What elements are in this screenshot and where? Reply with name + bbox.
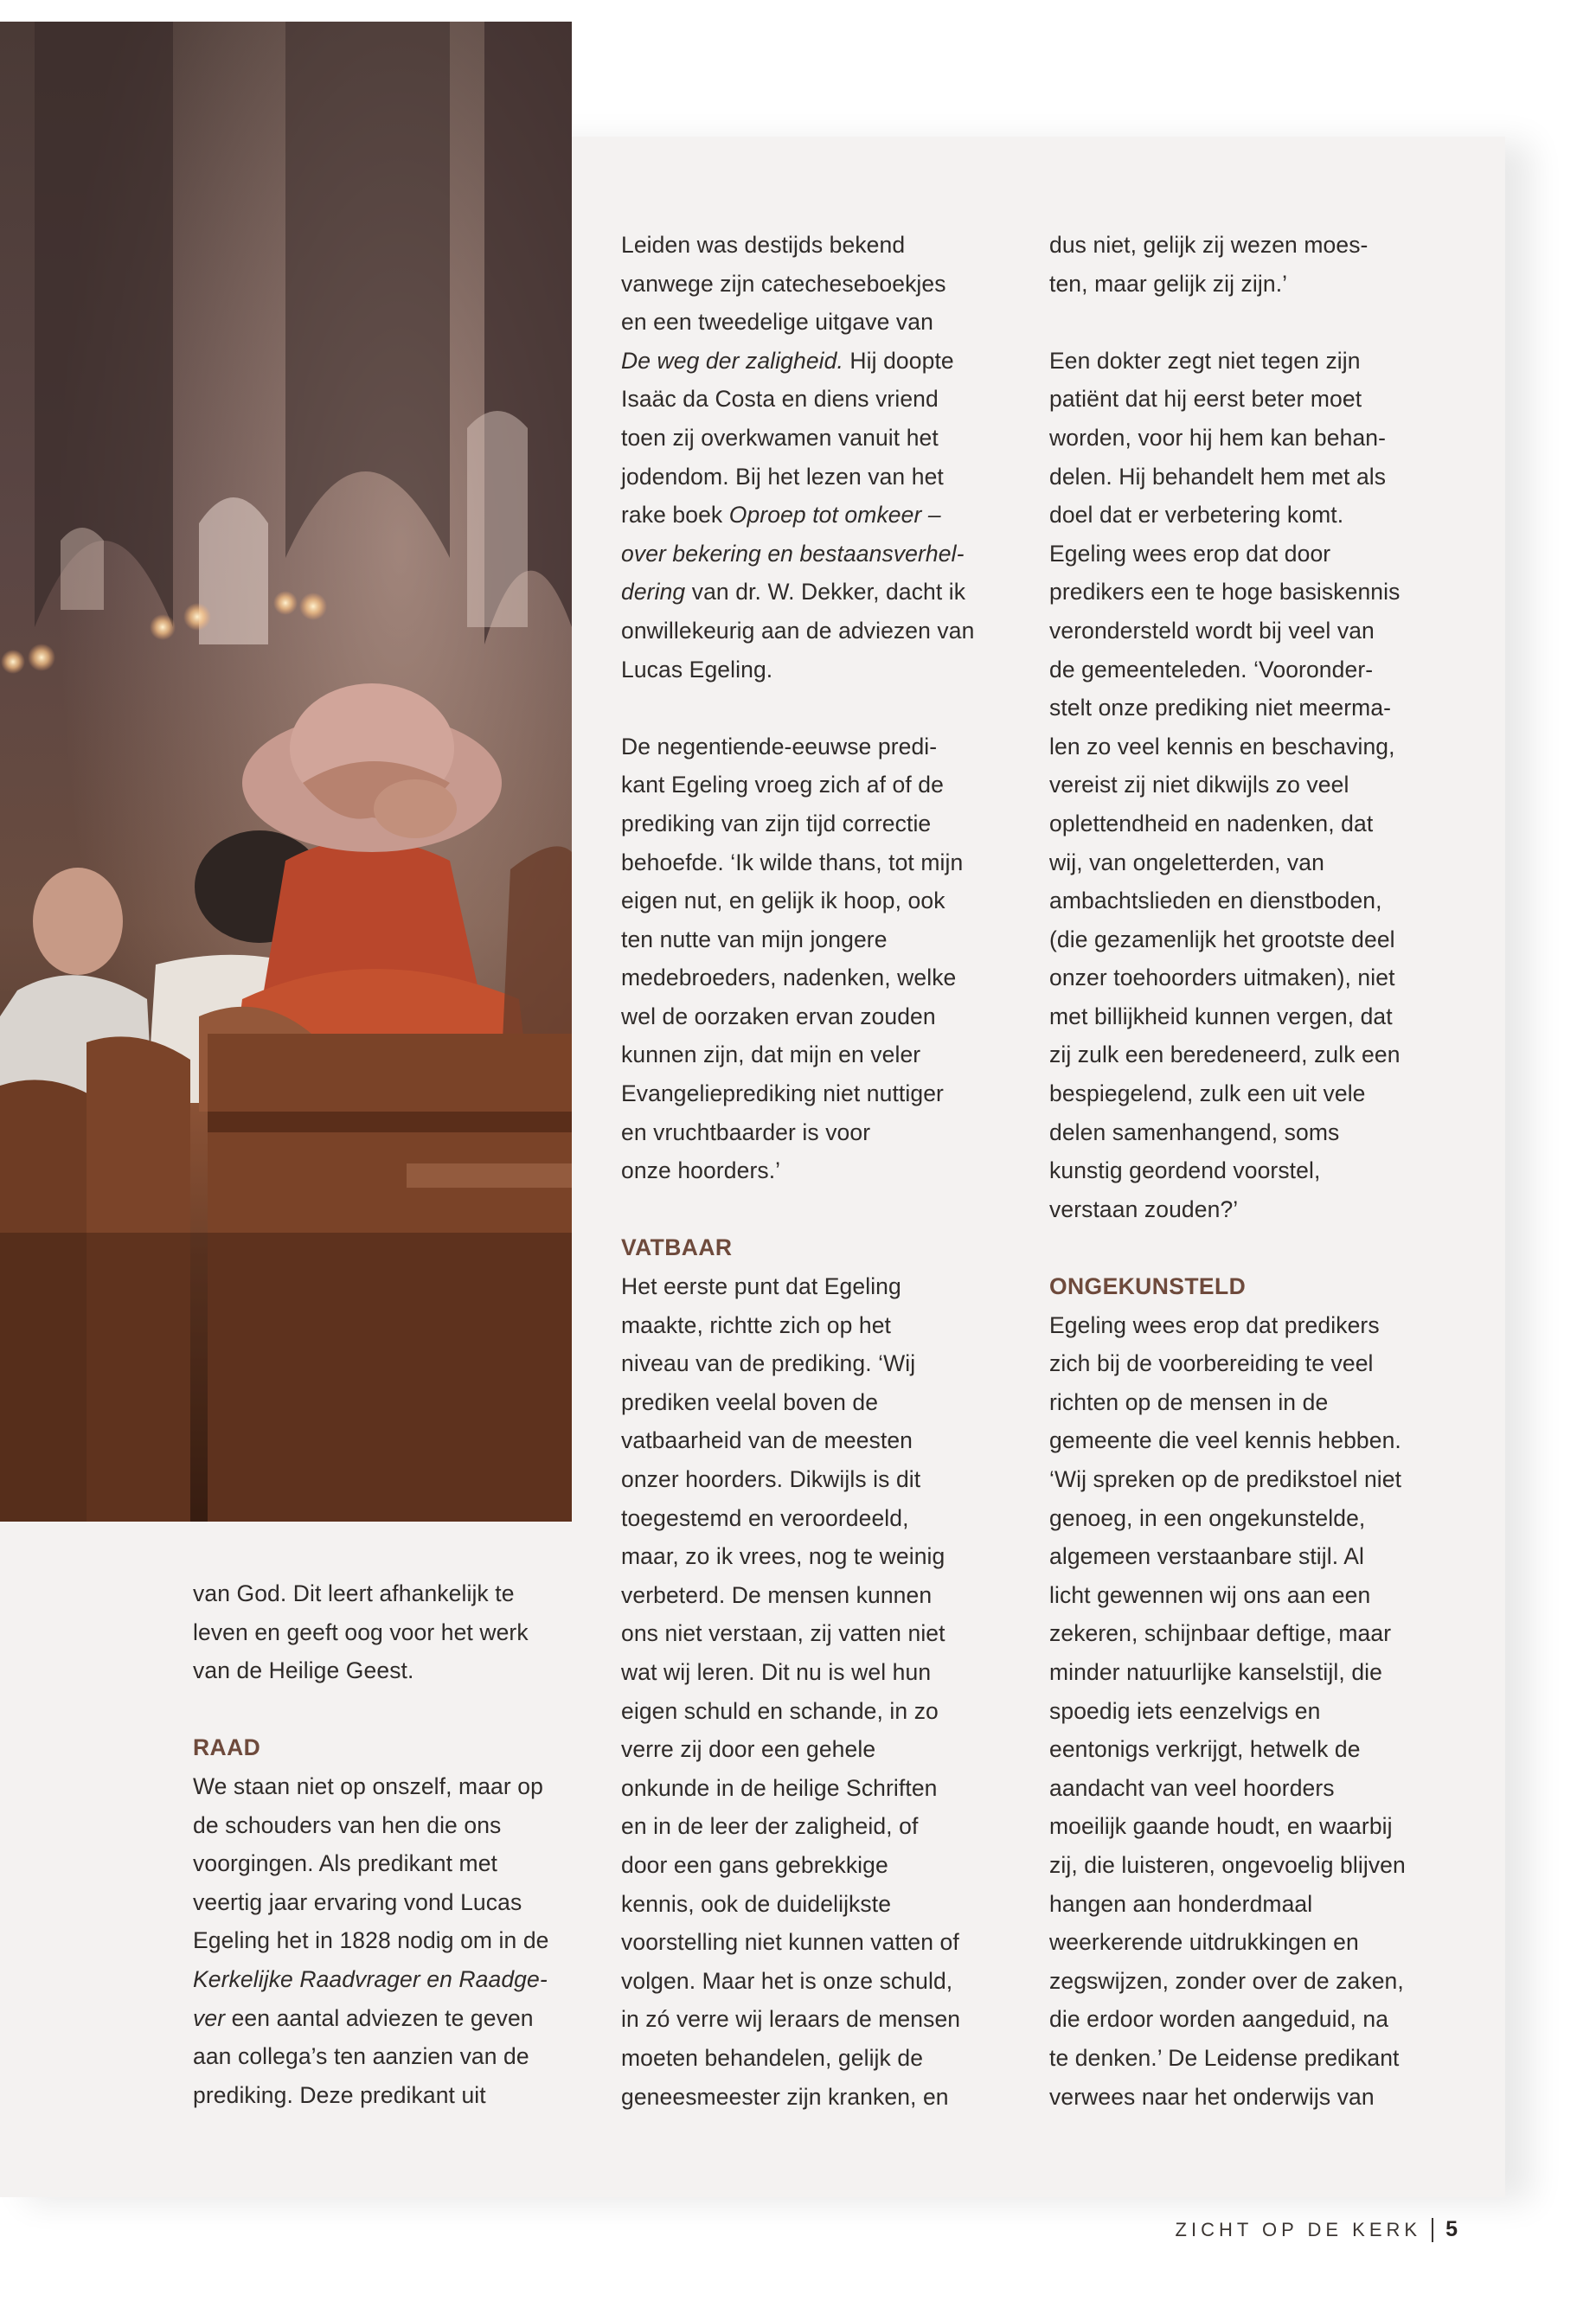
text-line: prediking van zijn tijd correctie: [621, 810, 932, 836]
col2-paragraph-3: [621, 1267, 1006, 2116]
text-line: wat wij leren. Dit nu is wel hun: [621, 1658, 932, 1685]
text-line: kunstig geordend voorstel,: [1049, 1157, 1321, 1184]
text-line: die erdoor worden aangeduid, na: [1049, 2006, 1389, 2033]
text-line: kennis, ook de duidelijkste: [621, 1890, 892, 1917]
text-fragment: een aantal adviezen te geven: [225, 2004, 534, 2031]
col1-paragraph-2: [193, 1767, 578, 2114]
text-line: Egeling wees erop dat predikers: [1049, 1311, 1380, 1338]
text-line: len zo veel kennis en beschaving,: [1049, 733, 1395, 760]
page-footer: [1176, 2217, 1458, 2242]
text-line: zekeren, schijnbaar deftige, maar: [1049, 1620, 1392, 1647]
text-line: licht gewennen wij ons aan een: [1049, 1581, 1371, 1608]
text-line: oplettendheid en nadenken, dat: [1049, 810, 1374, 836]
text-line: behoefde. ‘Ik wilde thans, tot mijn: [621, 849, 964, 875]
text-line: Leiden was destijds bekend: [621, 232, 906, 258]
text-line: moeilijk gaande houdt, en waarbij: [1049, 1813, 1393, 1840]
text-line: en een tweedelige uitgave van: [621, 309, 933, 336]
text-line: ten nutte van mijn jongere: [621, 926, 888, 952]
book-title: Oproep tot omkeer –: [728, 502, 941, 529]
text-line: weerkerende uitdrukkingen en: [1049, 1929, 1359, 1956]
text-line: [621, 496, 1006, 535]
text-line: onzer toehoorders uitmaken), niet: [1049, 965, 1395, 991]
text-line: doel dat er verbetering komt.: [1049, 502, 1344, 529]
text-line: worden, voor hij hem kan behan-: [1049, 424, 1387, 451]
text-line: ons niet verstaan, zij vatten niet: [621, 1620, 945, 1647]
text-line: hangen aan honderdmaal: [1049, 1890, 1313, 1917]
text-line: eentonigs verkrijgt, hetwelk de: [1049, 1736, 1361, 1763]
text-line: met billijkheid kunnen vergen, dat: [1049, 1003, 1393, 1029]
text-line: en in de leer der zaligheid, of: [621, 1813, 919, 1840]
text-line: eigen nut, en gelijk ik hoop, ook: [621, 888, 945, 914]
text-line: [621, 573, 1006, 612]
book-title: over bekering en bestaansverhel-: [621, 540, 965, 567]
text-fragment: van dr. W. Dekker, dacht ik: [685, 579, 966, 606]
heading-raad: RAAD: [193, 1734, 261, 1761]
text-line: voorgingen. Als predikant met: [193, 1850, 498, 1877]
column-2: [621, 226, 1006, 2116]
text-line: [621, 535, 1006, 574]
text-line: kant Egeling vroeg zich af of de: [621, 772, 944, 798]
text-line: [193, 1999, 578, 2038]
text-line: aan collega’s ten aanzien van de: [193, 2043, 529, 2070]
text-line: gemeente die veel kennis hebben.: [1049, 1427, 1401, 1454]
book-title: De weg der zaligheid.: [621, 347, 843, 374]
book-title: ver: [193, 2004, 226, 2031]
text-line: in zó verre wij leraars de mensen: [621, 2006, 961, 2033]
page-number: 5: [1445, 2217, 1458, 2241]
book-title: dering: [621, 579, 686, 606]
text-line: toegestemd en veroordeeld,: [621, 1504, 909, 1531]
text-line: prediking. Deze predikant uit: [193, 2081, 486, 2108]
text-line: richten op de mensen in de: [1049, 1388, 1329, 1415]
text-line: door een gans gebrekkige: [621, 1851, 888, 1878]
text-fragment: Hij doopte: [843, 347, 954, 374]
text-line: predikers een te hoge basiskennis: [1049, 579, 1401, 606]
text-line: ambachtslieden en dienstboden,: [1049, 888, 1382, 914]
text-line: verondersteld wordt bij veel van: [1049, 617, 1375, 644]
text-line: patiënt dat hij eerst beter moet: [1049, 386, 1362, 413]
text-line: vereist zij niet dikwijls zo veel: [1049, 772, 1349, 798]
text-line: Een dokter zegt niet tegen zijn: [1049, 347, 1361, 374]
text-line: onwillekeurig aan de adviezen van: [621, 617, 975, 644]
text-line: jodendom. Bij het lezen van het: [621, 463, 944, 490]
text-line: ten, maar gelijk zij zijn.’: [1049, 270, 1288, 297]
text-line: wij, van ongeletterden, van: [1049, 849, 1324, 875]
text-line: (die gezamenlijk het grootste deel: [1049, 926, 1395, 952]
text-line: [621, 342, 1006, 381]
column-3: [1049, 226, 1434, 2116]
text-line: Egeling wees erop dat door: [1049, 540, 1331, 567]
text-line: volgen. Maar het is onze schuld,: [621, 1967, 953, 1994]
text-line: veertig jaar ervaring vond Lucas: [193, 1888, 522, 1915]
text-line: prediken veelal boven de: [621, 1388, 879, 1415]
magazine-name: ZICHT OP DE KERK: [1175, 2218, 1422, 2240]
text-line: verbeterd. De mensen kunnen: [621, 1581, 933, 1608]
text-line: wel de oorzaken ervan zouden: [621, 1003, 936, 1029]
text-line: delen. Hij behandelt hem met als: [1049, 463, 1387, 490]
church-pew-image: [0, 22, 572, 1522]
text-line: onze hoorders.’: [621, 1157, 781, 1184]
text-line: maakte, richtte zich op het: [621, 1311, 892, 1338]
text-line: onzer hoorders. Dikwijls is dit: [621, 1466, 921, 1492]
text-line: stelt onze prediking niet meerma-: [1049, 695, 1392, 721]
text-line: verstaan zouden?’: [1049, 1195, 1239, 1222]
text-line: Egeling het in 1828 nodig om in de: [193, 1927, 549, 1954]
text-line: de schouders van hen die ons: [193, 1811, 502, 1838]
text-line: te denken.’ De Leidense predikant: [1049, 2044, 1400, 2071]
text-line: maar, zo ik vrees, nog te weinig: [621, 1543, 945, 1570]
text-line: kunnen zijn, dat mijn en veler: [621, 1042, 921, 1068]
church-photo: [0, 22, 572, 1522]
text-line: zich bij de voorbereiding te veel: [1049, 1350, 1374, 1377]
text-line: en vruchtbaarder is voor: [621, 1118, 871, 1145]
heading-ongekunsteld: ONGEKUNSTELD: [1049, 1273, 1247, 1300]
text-line: verre zij door een gehele: [621, 1736, 876, 1763]
text-line: vatbaarheid van de meesten: [621, 1427, 913, 1454]
text-line: zij zulk een beredeneerd, zulk een: [1049, 1042, 1401, 1068]
text-line: van God. Dit leert afhankelijk te: [193, 1580, 515, 1606]
text-line: van de Heilige Geest.: [193, 1657, 414, 1684]
text-line: dus niet, gelijk zij wezen moes-: [1049, 232, 1368, 258]
text-line: genoeg, in een ongekunstelde,: [1049, 1504, 1366, 1531]
text-line: De negentiende-eeuwse predi-: [621, 733, 938, 760]
col3-paragraph-2: [1049, 342, 1434, 1229]
text-line: leven en geeft oog voor het werk: [193, 1618, 529, 1645]
text-line: de gemeenteleden. ‘Vooronder-: [1049, 656, 1374, 683]
text-line: aandacht van veel hoorders: [1049, 1774, 1335, 1801]
heading-vatbaar: VATBAAR: [621, 1234, 733, 1261]
text-line: zegswijzen, zonder over de zaken,: [1049, 1967, 1404, 1994]
text-line: onkunde in de heilige Schriften: [621, 1774, 938, 1801]
book-title: Kerkelijke Raadvrager en Raadge-: [193, 1965, 548, 1992]
text-line: algemeen verstaanbare stijl. Al: [1049, 1543, 1364, 1570]
col1-paragraph-1: [193, 1574, 578, 1690]
text-line: delen samenhangend, soms: [1049, 1118, 1340, 1145]
text-line: zij, die luisteren, ongevoelig blijven: [1049, 1851, 1406, 1878]
col3-paragraph-3: [1049, 1306, 1434, 2116]
col2-paragraph-1: [621, 226, 1006, 689]
text-line: ‘Wij spreken op de predikstoel niet: [1049, 1466, 1402, 1492]
text-line: medebroeders, nadenken, welke: [621, 965, 957, 991]
text-line: minder natuurlijke kanselstijl, die: [1049, 1658, 1382, 1685]
col3-paragraph-1: [1049, 226, 1434, 303]
text-fragment: rake boek: [621, 502, 729, 529]
text-line: eigen schuld en schande, in zo: [621, 1697, 939, 1724]
footer-divider: [1432, 2218, 1433, 2242]
text-line: vanwege zijn catecheseboekjes: [621, 270, 946, 297]
text-line: We staan niet op onszelf, maar op: [193, 1772, 543, 1799]
column-1: [193, 1574, 578, 2114]
text-line: spoedig iets eenzelvigs en: [1049, 1697, 1321, 1724]
col2-paragraph-2: [621, 727, 1006, 1190]
text-line: Het eerste punt dat Egeling: [621, 1273, 901, 1300]
text-line: voorstelling niet kunnen vatten of: [621, 1929, 959, 1956]
text-line: niveau van de prediking. ‘Wij: [621, 1350, 916, 1377]
text-line: bespiegelend, zulk een uit vele: [1049, 1080, 1366, 1107]
text-line: [193, 1960, 578, 1999]
text-line: geneesmeester zijn kranken, en: [621, 2083, 949, 2110]
text-line: verwees naar het onderwijs van: [1049, 2083, 1375, 2110]
text-line: toen zij overkwamen vanuit het: [621, 424, 939, 451]
text-line: Lucas Egeling.: [621, 656, 773, 683]
text-line: Isaäc da Costa en diens vriend: [621, 386, 939, 413]
text-line: moeten behandelen, gelijk de: [621, 2044, 924, 2071]
text-line: Evangelieprediking niet nuttiger: [621, 1080, 944, 1107]
